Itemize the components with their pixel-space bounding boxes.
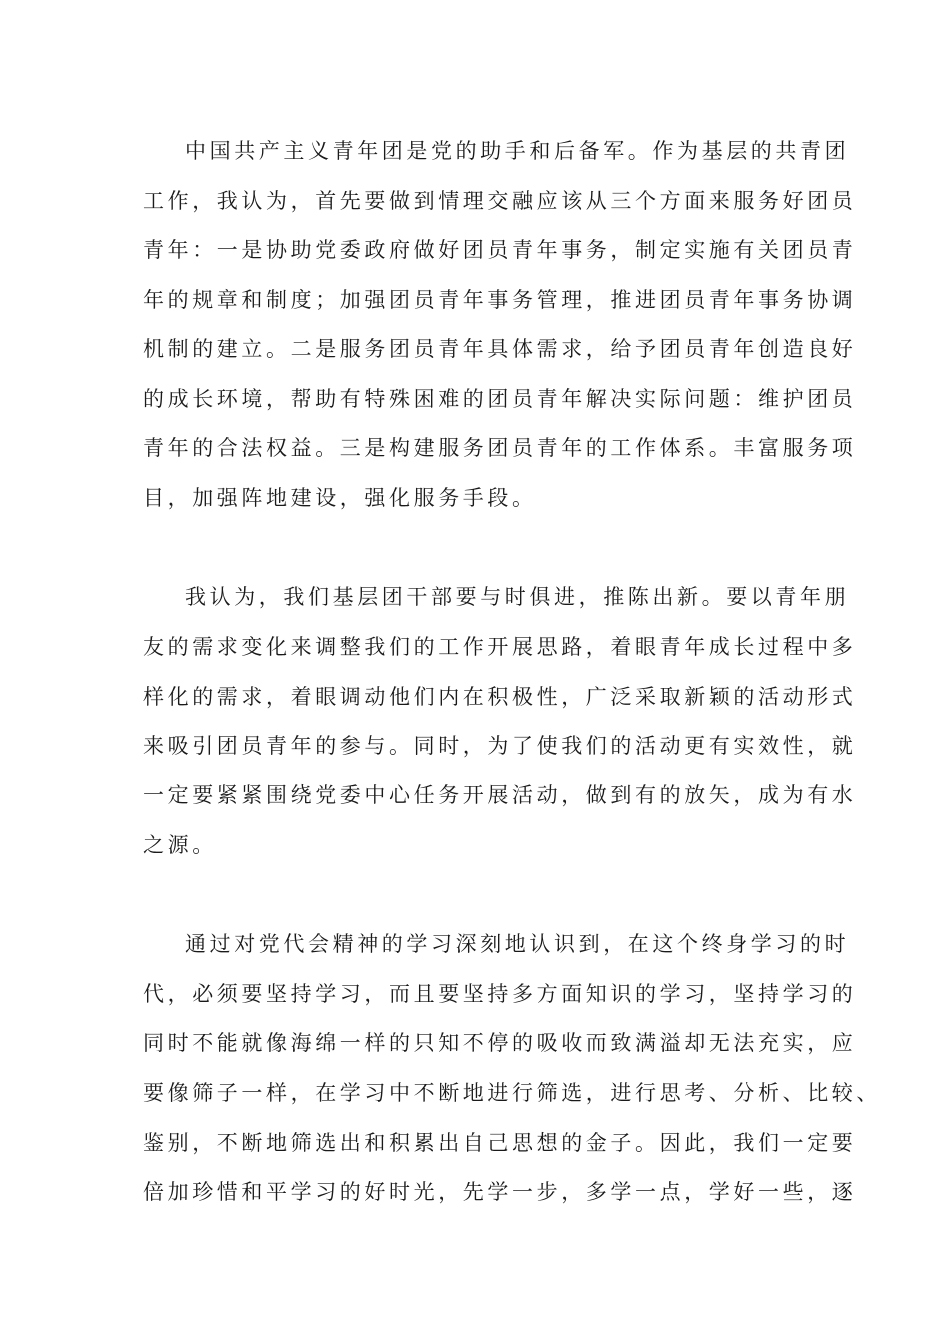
text-line: 中国共产主义青年团是党的助手和后备军。作为基层的共青团 bbox=[185, 139, 850, 163]
text-line: 目，加强阵地建设，强化服务手段。 bbox=[143, 486, 537, 510]
text-line: 要像筛子一样，在学习中不断地进行筛选，进行思考、分析、比较、 bbox=[143, 1081, 881, 1105]
text-line: 青年：一是协助党委政府做好团员青年事务，制定实施有关团员青 bbox=[143, 238, 857, 262]
text-line: 之源。 bbox=[143, 833, 217, 857]
text-line: 我认为，我们基层团干部要与时俱进，推陈出新。要以青年朋 bbox=[185, 585, 850, 609]
text-line: 友的需求变化来调整我们的工作开展思路，着眼青年成长过程中多 bbox=[143, 635, 857, 659]
text-line: 一定要紧紧围绕党委中心任务开展活动，做到有的放矢，成为有水 bbox=[143, 783, 857, 807]
text-line: 倍加珍惜和平学习的好时光，先学一步，多学一点，学好一些，逐 bbox=[143, 1180, 857, 1204]
text-line: 样化的需求，着眼调动他们内在积极性，广泛采取新颖的活动形式 bbox=[143, 685, 857, 709]
text-line: 鉴别，不断地筛选出和积累出自己思想的金子。因此，我们一定要 bbox=[143, 1131, 857, 1155]
text-line: 代，必须要坚持学习，而且要坚持多方面知识的学习，坚持学习的 bbox=[143, 982, 857, 1006]
text-line: 来吸引团员青年的参与。同时，为了使我们的活动更有实效性，就 bbox=[143, 734, 857, 758]
text-line: 的成长环境，帮助有特殊困难的团员青年解决实际问题：维护团员 bbox=[143, 387, 857, 411]
text-line: 通过对党代会精神的学习深刻地认识到，在这个终身学习的时 bbox=[185, 932, 850, 956]
text-line: 青年的合法权益。三是构建服务团员青年的工作体系。丰富服务项 bbox=[143, 436, 857, 460]
text-line: 年的规章和制度；加强团员青年事务管理，推进团员青年事务协调 bbox=[143, 288, 857, 312]
text-line: 工作，我认为，首先要做到情理交融应该从三个方面来服务好团员 bbox=[143, 189, 857, 213]
text-line: 机制的建立。二是服务团员青年具体需求，给予团员青年创造良好 bbox=[143, 337, 857, 361]
text-line: 同时不能就像海绵一样的只知不停的吸收而致满溢却无法充实，应 bbox=[143, 1031, 857, 1055]
